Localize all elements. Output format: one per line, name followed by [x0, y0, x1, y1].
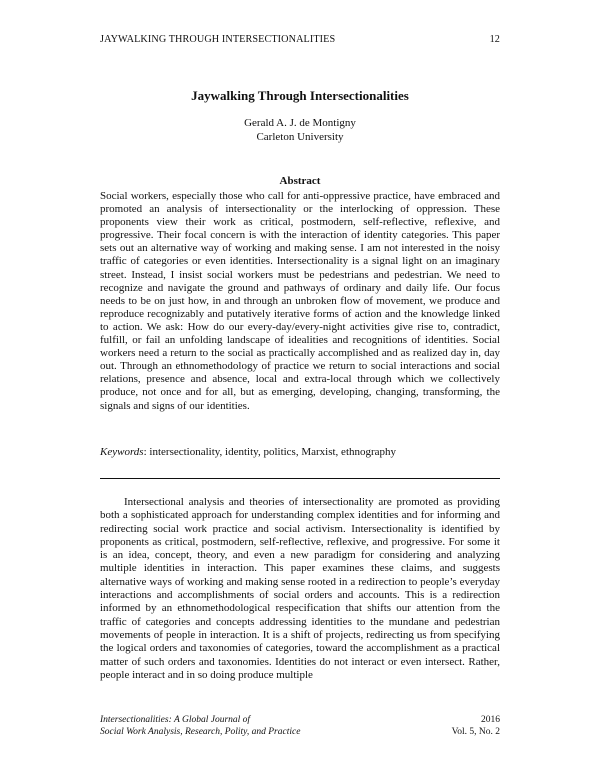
article-title: Jaywalking Through Intersectionalities — [191, 88, 409, 103]
keywords-separator: : — [143, 446, 150, 458]
footer-year: 2016 — [481, 715, 500, 725]
author-affiliation: Carleton University — [256, 131, 344, 143]
body-paragraph: Intersectional analysis and theories of intersectionality are promoted as providing both a sophisticated approach for understanding complex identities and for informing and redirecting social work practice and social activism. Intersectionality is identified by proponents as critical, postmodern, self-reflective, reflexive, and progressive. For some it is an idea, concept, theory, and even a new paradigm for considering and analyzing multiple identities in interaction. This paper examines these claims, and suggests alternative ways of working and making sense rooted in a redirection to people’s everyday interactions and accomplishments of social orders and accounts. This is a redirection informed by an ethnomethodological respecification that shifts our attention from the traffic of categories and concepts addressing identities to the mundane and pedestrian movements of people in interaction. It is a shift of projects, redirecting us from specifying the logical orders and taxonomies of categories, toward the accomplishment as a practical matter of such orders and taxonomies. Identities do not interact or even intersect. Rather, people interact and in so doing produce multiple — [100, 496, 500, 681]
author-name: Gerald A. J. de Montigny — [244, 117, 356, 129]
footer-volume: Vol. 5, No. 2 — [451, 727, 500, 737]
section-divider — [100, 478, 500, 479]
page-number: 12 — [489, 34, 500, 45]
keywords-label: Keywords — [100, 446, 144, 458]
author-block — [100, 116, 500, 144]
footer-journal-line1: Intersectionalities: A Global Journal of — [100, 715, 251, 725]
footer-journal — [100, 714, 300, 738]
keywords-line — [100, 446, 500, 459]
footer-issue — [452, 714, 500, 738]
running-title: JAYWALKING THROUGH INTERSECTIONALITIES — [100, 34, 336, 45]
abstract-heading: Abstract — [279, 175, 321, 187]
abstract-text: Social workers, especially those who call for anti-oppressive practice, have embraced and promoted an analysis of intersectionality or the interlocking of oppression. These proponents view their work as critical, postmodern, self-reflective, reflexive, and progressive. Their focal concern is with the interaction of identity categories. This paper sets out an alternative way of working and making sense. I am not interested in the noisy traffic of categories or even identities. Intersectionality is a signal light on an imaginary street. Instead, I insist social workers must be pedestrians and pedestrian. We need to recognize and navigate the ground and pathways of ordinary and daily life. Our focus needs to be on just how, in and through an unbroken flow of movement, we produce and reproduce recognizably and putatively iterative forms of action and the knowledge linked to action. We ask: How do our every-day/every-night activities give rise to, contradict, fulfill, or fail an unfolding landscape of idealities and recognitions of identities. Social workers need a return to the social as practically accomplished and as realized day in, day out. Through an ethnomethodology of practice we return to social interactions and social relations, presence and absence, local and extra-local through which we collectively produce, not once and for all, but as emerging, developing, changing, transforming, the signals and signs of our identities. — [100, 190, 500, 412]
keywords-list: intersectionality, identity, politics, Marxist, ethnography — [149, 446, 397, 458]
footer-journal-line2: Social Work Analysis, Research, Polity, and Practice — [100, 727, 301, 737]
